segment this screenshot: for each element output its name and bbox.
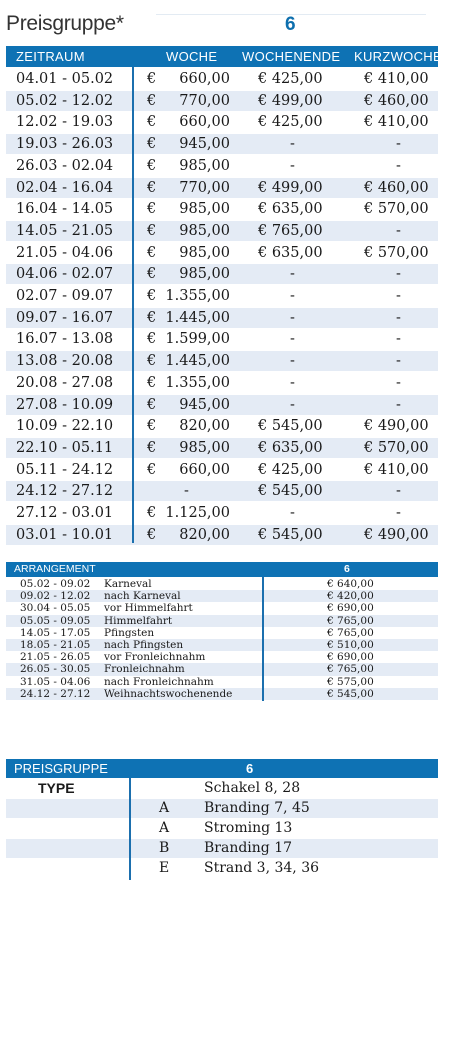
woche-price: 1.125,00: [165, 505, 230, 521]
arrangement-dates: 05.05 - 09.05: [20, 614, 91, 627]
woche-price: 985,00: [179, 244, 230, 261]
preisgruppe-row: [6, 799, 438, 818]
woche-currency: €: [147, 505, 157, 521]
kurzwoche-price: € 570,00: [364, 244, 429, 261]
wochenende-price: € 545,00: [258, 418, 323, 435]
kurzwoche-price: -: [396, 288, 401, 304]
preisgruppe-header-label: PREISGRUPPE: [14, 761, 108, 776]
preisgruppe-name: Branding 17: [204, 840, 293, 856]
column-header-woche: WOCHE: [166, 49, 218, 64]
woche-currency: €: [147, 179, 157, 196]
kurzwoche-price: € 410,00: [364, 114, 429, 131]
kurzwoche-price: -: [396, 505, 401, 521]
woche-currency: €: [147, 201, 157, 218]
woche-price: 945,00: [179, 396, 230, 413]
preisgruppe-row: [6, 839, 438, 858]
woche-price: 1.355,00: [165, 374, 230, 391]
wochenende-price: -: [290, 136, 295, 153]
preisgruppe-name: Strand 3, 34, 36: [204, 860, 320, 876]
arrangement-name: vor Fronleichnahm: [104, 651, 206, 664]
table-row: [6, 243, 438, 263]
table-row: [6, 395, 438, 415]
table-row: [6, 178, 438, 198]
arrangement-name: Pfingsten: [104, 626, 155, 639]
kurzwoche-price: € 570,00: [364, 201, 429, 218]
zeitraum-cell: 04.06 - 02.07: [16, 266, 114, 283]
woche-currency: €: [147, 526, 157, 543]
zeitraum-cell: 13.08 - 20.08: [16, 353, 114, 370]
woche-currency: €: [147, 374, 157, 391]
kurzwoche-price: € 490,00: [364, 526, 429, 543]
woche-price: 770,00: [179, 92, 230, 109]
wochenende-price: -: [290, 374, 295, 391]
kurzwoche-price: -: [396, 374, 401, 391]
woche-price: 660,00: [179, 71, 230, 87]
arrangement-row: [6, 578, 438, 590]
zeitraum-cell: 02.07 - 09.07: [16, 288, 114, 304]
arrangement-table-header: [6, 562, 438, 577]
price-table-header: [6, 46, 442, 67]
price-group-number: 6: [285, 14, 296, 35]
zeitraum-cell: 04.01 - 05.02: [16, 71, 114, 87]
woche-currency: €: [147, 309, 157, 326]
arrangement-price: € 545,00: [327, 687, 374, 700]
woche-price: 660,00: [179, 461, 230, 478]
arrangement-dates: 30.04 - 05.05: [20, 602, 91, 615]
arrangement-price: € 765,00: [327, 626, 374, 639]
woche-price: 985,00: [179, 439, 230, 456]
woche-price: 1.355,00: [165, 288, 230, 304]
arrangement-price: € 690,00: [327, 651, 374, 664]
arrangement-name: vor Himmelfahrt: [104, 602, 193, 615]
arrangement-price: € 690,00: [327, 602, 374, 615]
woche-currency: €: [147, 331, 157, 348]
table-row: [6, 134, 438, 154]
wochenende-price: -: [290, 505, 295, 521]
kurzwoche-price: -: [396, 157, 401, 174]
woche-currency: €: [147, 461, 157, 478]
zeitraum-cell: 03.01 - 10.01: [16, 526, 114, 543]
wochenende-price: -: [290, 309, 295, 326]
table-row: [6, 264, 438, 284]
arrangement-dates: 09.02 - 12.02: [20, 590, 91, 603]
wochenende-price: € 499,00: [258, 179, 323, 196]
arrangement-name: nach Fronleichnahm: [104, 675, 214, 688]
preisgruppe-type: E: [159, 860, 170, 876]
kurzwoche-price: € 570,00: [364, 439, 429, 456]
arrangement-row: [6, 590, 438, 602]
table-row: [6, 221, 438, 241]
arrangement-divider: [262, 577, 264, 701]
kurzwoche-price: € 410,00: [364, 71, 429, 87]
woche-price: 660,00: [179, 114, 230, 131]
wochenende-price: € 499,00: [258, 92, 323, 109]
zeitraum-cell: 24.12 - 27.12: [16, 483, 114, 500]
zeitraum-cell: 27.12 - 03.01: [16, 505, 114, 521]
kurzwoche-price: -: [396, 483, 401, 500]
arrangement-row: [6, 663, 438, 675]
kurzwoche-price: -: [396, 353, 401, 370]
preisgruppe-name: Stroming 13: [204, 820, 293, 836]
arrangement-dates: 05.02 - 09.02: [20, 578, 91, 590]
preisgruppe-table-header: [6, 759, 438, 778]
arrangement-row: [6, 651, 438, 663]
zeitraum-cell: 27.08 - 10.09: [16, 396, 114, 413]
wochenende-price: € 635,00: [258, 439, 323, 456]
zeitraum-cell: 02.04 - 16.04: [16, 179, 114, 196]
kurzwoche-price: € 460,00: [364, 179, 429, 196]
table-row: [6, 329, 438, 349]
table-row: [6, 308, 438, 328]
arrangement-price: € 765,00: [327, 663, 374, 676]
zeitraum-cell: 26.03 - 02.04: [16, 157, 114, 174]
wochenende-price: € 425,00: [258, 71, 323, 87]
zeitraum-cell: 19.03 - 26.03: [16, 136, 114, 153]
woche-price: 1.445,00: [165, 353, 230, 370]
preisgruppe-header-group: 6: [246, 761, 254, 776]
arrangement-price: € 510,00: [327, 639, 374, 651]
wochenende-price: -: [290, 157, 295, 174]
arrangement-dates: 18.05 - 21.05: [20, 639, 91, 651]
preisgruppe-row: [6, 779, 438, 798]
preisgruppe-name: Branding 7, 45: [204, 800, 310, 816]
price-table: [6, 46, 442, 546]
preisgruppe-type: A: [159, 820, 170, 836]
kurzwoche-price: -: [396, 136, 401, 153]
arrangement-price: € 575,00: [327, 675, 374, 688]
woche-currency: €: [147, 71, 157, 87]
arrangement-name: nach Karneval: [104, 590, 181, 603]
kurzwoche-price: -: [396, 222, 401, 239]
zeitraum-cell: 12.02 - 19.03: [16, 114, 114, 131]
wochenende-price: € 635,00: [258, 201, 323, 218]
table-row: [6, 481, 438, 501]
arrangement-row: [6, 676, 438, 688]
table-row: [6, 373, 438, 393]
wochenende-price: € 425,00: [258, 114, 323, 131]
wochenende-price: € 425,00: [258, 461, 323, 478]
wochenende-price: € 635,00: [258, 244, 323, 261]
kurzwoche-price: € 490,00: [364, 418, 429, 435]
wochenende-price: € 545,00: [258, 526, 323, 543]
woche-currency: €: [147, 157, 157, 174]
woche-price: 945,00: [179, 136, 230, 153]
woche-currency: €: [147, 353, 157, 370]
preisgruppe-type: B: [159, 840, 170, 856]
kurzwoche-price: € 460,00: [364, 92, 429, 109]
table-row: [6, 91, 438, 111]
woche-price: 1.599,00: [165, 331, 230, 348]
preisgruppe-row: [6, 859, 438, 878]
arrangement-name: Weihnachtswochenende: [104, 687, 233, 700]
arrangement-dates: 14.05 - 17.05: [20, 626, 91, 639]
arrangement-dates: 24.12 - 27.12: [20, 687, 91, 700]
column-header-zeitraum: ZEITRAUM: [16, 49, 85, 64]
zeitraum-cell: 14.05 - 21.05: [16, 222, 114, 239]
woche-currency: €: [147, 396, 157, 413]
woche-currency: €: [147, 266, 157, 283]
kurzwoche-price: -: [396, 309, 401, 326]
zeitraum-cell: 05.02 - 12.02: [16, 92, 114, 109]
arrangement-header-label: ARRANGEMENT: [14, 563, 96, 575]
preisgruppe-name: Schakel 8, 28: [204, 780, 301, 796]
page-title: Preisgruppe*: [6, 12, 124, 35]
column-divider: [132, 67, 134, 543]
preisgruppe-row: [6, 819, 438, 838]
woche-price: 770,00: [179, 179, 230, 196]
zeitraum-cell: 20.08 - 27.08: [16, 374, 114, 391]
table-row: [6, 503, 438, 523]
column-header-kurzwoche: KURZWOCHE: [354, 49, 442, 64]
arrangement-row: [6, 639, 438, 651]
woche-currency: €: [147, 244, 157, 261]
zeitraum-cell: 09.07 - 16.07: [16, 309, 114, 326]
kurzwoche-price: -: [396, 331, 401, 348]
arrangement-name: Fronleichnahm: [104, 663, 185, 676]
woche-currency: €: [147, 114, 157, 131]
woche-price: 820,00: [179, 526, 230, 543]
wochenende-price: -: [290, 353, 295, 370]
table-row: [6, 525, 438, 545]
preisgruppe-type: A: [159, 800, 170, 816]
table-row: [6, 460, 438, 480]
arrangement-dates: 26.05 - 30.05: [20, 663, 91, 676]
woche-currency: €: [147, 288, 157, 304]
wochenende-price: -: [290, 288, 295, 304]
zeitraum-cell: 16.07 - 13.08: [16, 331, 114, 348]
arrangement-price: € 765,00: [327, 614, 374, 627]
woche-currency: €: [147, 136, 157, 153]
woche-currency: €: [147, 439, 157, 456]
table-row: [6, 416, 438, 436]
zeitraum-cell: 05.11 - 24.12: [16, 461, 114, 478]
zeitraum-cell: 21.05 - 04.06: [16, 244, 114, 261]
zeitraum-cell: 10.09 - 22.10: [16, 418, 114, 435]
preisgruppe-divider: [129, 778, 131, 880]
arrangement-name: nach Pfingsten: [104, 639, 184, 651]
woche-price: 1.445,00: [165, 309, 230, 326]
wochenende-price: -: [290, 266, 295, 283]
arrangement-name: Karneval: [104, 578, 152, 590]
woche-price: 985,00: [179, 201, 230, 218]
arrangement-price: € 640,00: [327, 578, 374, 590]
wochenende-price: € 765,00: [258, 222, 323, 239]
zeitraum-cell: 22.10 - 05.11: [16, 439, 114, 456]
table-row: [6, 286, 438, 306]
woche-price: 985,00: [179, 222, 230, 239]
arrangement-price: € 420,00: [327, 590, 374, 603]
woche-currency: €: [147, 222, 157, 239]
table-row: [6, 69, 438, 89]
page-header: [6, 12, 438, 42]
woche-currency: €: [147, 418, 157, 435]
table-row: [6, 199, 438, 219]
kurzwoche-price: -: [396, 266, 401, 283]
table-row: [6, 156, 438, 176]
woche-price: 985,00: [179, 157, 230, 174]
wochenende-price: -: [290, 331, 295, 348]
arrangement-name: Himmelfahrt: [104, 614, 173, 627]
woche-price: -: [184, 483, 189, 500]
arrangement-dates: 21.05 - 26.05: [20, 651, 91, 664]
table-row: [6, 438, 438, 458]
table-row: [6, 112, 438, 132]
woche-price: 820,00: [179, 418, 230, 435]
arrangement-dates: 31.05 - 04.06: [20, 675, 91, 688]
wochenende-price: -: [290, 396, 295, 413]
arrangement-row: [6, 602, 438, 614]
arrangement-header-group: 6: [344, 563, 350, 575]
zeitraum-cell: 16.04 - 14.05: [16, 201, 114, 218]
column-header-wochenende: WOCHENENDE: [242, 49, 341, 64]
kurzwoche-price: -: [396, 396, 401, 413]
arrangement-row: [6, 688, 438, 700]
type-label: TYPE: [38, 780, 75, 796]
woche-currency: €: [147, 92, 157, 109]
woche-price: 985,00: [179, 266, 230, 283]
arrangement-row: [6, 627, 438, 639]
wochenende-price: € 545,00: [258, 483, 323, 500]
kurzwoche-price: € 410,00: [364, 461, 429, 478]
table-row: [6, 351, 438, 371]
arrangement-row: [6, 615, 438, 627]
